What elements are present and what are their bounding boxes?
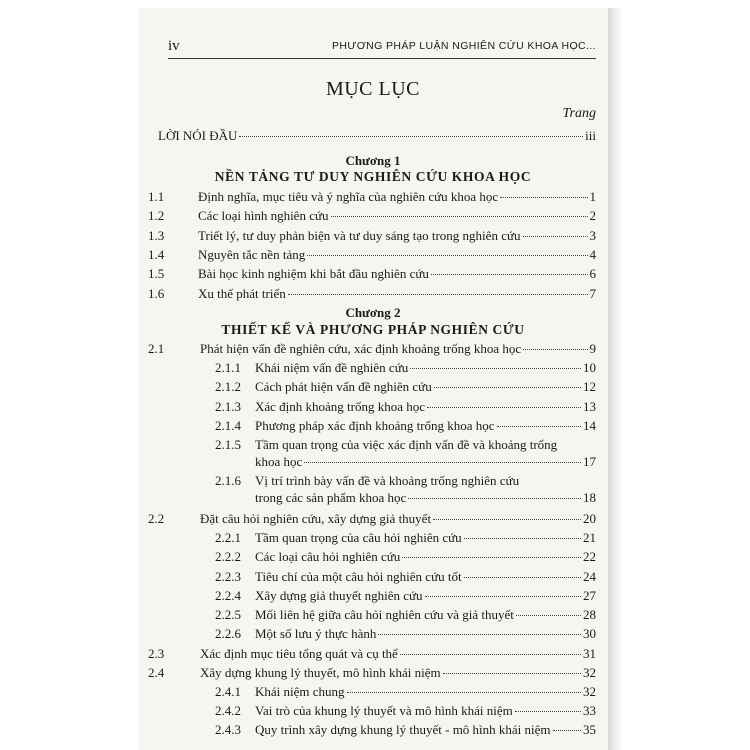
leader-dots [464,577,581,578]
entry-text-line2: trong các sản phẩm khoa học [255,490,407,505]
entry-text-line2: khoa học [255,454,303,469]
entry-page: 35 [583,722,596,737]
entry-text: Tầm quan trọng của câu hỏi nghiên cứu [255,530,462,545]
entry-text: Cách phát hiện vấn đề nghiên cứu [255,379,432,394]
chapter-1-label: Chương 1 [345,153,401,168]
toc-entry [255,454,596,472]
entry-page: 1 [589,189,596,204]
leader-dots [304,462,581,463]
entry-text: Mối liên hệ giữa câu hỏi nghiên cứu và giả thuyết [255,607,514,622]
toc-entry [255,490,596,508]
page-number: iv [168,38,180,54]
entry-number: 2.4 [148,665,165,680]
page-column-label: Trang [562,106,596,121]
toc-entry [148,646,596,664]
toc-entry [215,722,596,740]
entry-number: 2.2.2 [215,549,241,564]
entry-text-line1: Tầm quan trọng của việc xác định vấn đề và khoảng trống [255,437,558,452]
toc-entry [215,379,596,397]
leader-dots [331,216,588,217]
book-page [138,8,608,750]
entry-page: 18 [583,490,596,505]
entry-number: 2.2.3 [215,569,241,584]
entry-page: 6 [589,266,596,281]
entry-page: 32 [583,684,596,699]
entry-text: Một số lưu ý thực hành [255,626,377,641]
leader-dots [347,692,581,693]
entry-page: 24 [583,569,596,584]
chapter-1-title: NỀN TẢNG TƯ DUY NGHIÊN CỨU KHOA HỌC [214,169,532,184]
entry-text: Xác định khoảng trống khoa học [255,399,426,414]
entry-text: Các loại hình nghiên cứu [198,208,329,223]
toc-entry [215,360,596,378]
toc-entry [148,665,596,683]
leader-dots [515,711,581,712]
entry-number: 2.2.6 [215,626,241,641]
leader-dots [427,407,581,408]
entry-page: 27 [583,588,596,603]
toc-entry [215,569,596,587]
chapter-2-label: Chương 2 [345,305,401,320]
entry-text: Phát hiện vấn đề nghiên cứu, xác định khoảng trống khoa học [200,341,522,356]
entry-text: Bài học kinh nghiệm khi bắt đầu nghiên cứu [198,266,429,281]
entry-number: 2.1.5 [215,437,241,452]
leader-dots [239,136,583,137]
entry-page: 3 [589,228,596,243]
toc-entry [215,549,596,567]
leader-dots [500,197,587,198]
entry-number: 2.1 [148,341,165,356]
entry-number: 2.1.3 [215,399,241,414]
page-edge-shadow [608,8,622,750]
entry-text: Triết lý, tư duy phản biện và tư duy sáng tạo trong nghiên cứu [198,228,521,243]
entry-page: iii [585,128,596,143]
entry-number: 2.1.1 [215,360,241,375]
toc-entry [148,189,596,207]
leader-dots [464,538,581,539]
leader-dots [434,387,581,388]
toc-entry [148,266,596,284]
leader-dots [497,426,581,427]
entry-text: Xây dựng khung lý thuyết, mô hình khái niệm [200,665,441,680]
toc-entry [215,588,596,606]
toc-entry [148,208,596,226]
toc-entry [215,607,596,625]
leader-dots [410,368,581,369]
entry-text: Tiêu chí của một câu hỏi nghiên cứu tốt [255,569,462,584]
entry-page: 31 [583,646,596,661]
entry-number: 2.1.4 [215,418,241,433]
leader-dots [408,498,581,499]
running-title: PHƯƠNG PHÁP LUẬN NGHIÊN CỨU KHOA HỌC... [331,40,596,52]
entry-number: 1.4 [148,247,165,262]
entry-text: Các loại câu hỏi nghiên cứu [255,549,401,564]
entry-page: 12 [583,379,596,394]
toc-entry [148,511,596,529]
entry-text: Xây dựng giả thuyết nghiên cứu [255,588,423,603]
toc-entry-preface [158,128,596,146]
toc-entry [148,341,596,359]
entry-text: Phương pháp xác định khoảng trống khoa học [255,418,495,433]
leader-dots [402,557,581,558]
entry-page: 17 [583,454,596,469]
entry-number: 1.2 [148,208,165,223]
entry-page: 33 [583,703,596,718]
entry-page: 4 [589,247,596,262]
leader-dots [288,294,588,295]
entry-page: 32 [583,665,596,680]
toc-entry [148,228,596,246]
entry-number: 1.3 [148,228,165,243]
entry-page: 9 [589,341,596,356]
entry-text: Quy trình xây dựng khung lý thuyết - mô hình khái niệm [255,722,551,737]
entry-page: 14 [583,418,596,433]
entry-number: 2.2 [148,511,165,526]
toc-entry [215,530,596,548]
toc-entry [148,286,596,304]
leader-dots [431,274,588,275]
entry-text: Nguyên tắc nền tảng [198,247,306,262]
entry-text: Đặt câu hỏi nghiên cứu, xây dựng giả thuyết [200,511,432,526]
entry-text: Định nghĩa, mục tiêu và ý nghĩa của nghiên cứu khoa học [198,189,499,204]
entry-text: Khái niệm vấn đề nghiên cứu [255,360,409,375]
leader-dots [523,349,587,350]
entry-number: 2.1.6 [215,473,241,488]
toc-entry [215,703,596,721]
entry-number: 2.4.3 [215,722,241,737]
leader-dots [553,730,581,731]
entry-text-line1: Vị trí trình bày vấn đề và khoảng trống nghiên cứu [255,473,520,488]
entry-page: 7 [589,286,596,301]
entry-number: 2.4.2 [215,703,241,718]
entry-number: 2.4.1 [215,684,241,699]
entry-number: 2.2.5 [215,607,241,622]
chapter-2-title: THIẾT KẾ VÀ PHƯƠNG PHÁP NGHIÊN CỨU [221,322,525,337]
entry-number: 1.1 [148,189,165,204]
entry-page: 20 [583,511,596,526]
leader-dots [516,615,581,616]
leader-dots [433,519,581,520]
entry-text: Vai trò của khung lý thuyết và mô hình khái niệm [255,703,513,718]
entry-text: Xác định mục tiêu tổng quát và cụ thể [200,646,398,661]
leader-dots [400,654,581,655]
entry-page: 13 [583,399,596,414]
leader-dots [523,236,588,237]
entry-page: 28 [583,607,596,622]
toc-entry [215,626,596,644]
leader-dots [307,255,587,256]
toc-entry [148,247,596,265]
entry-page: 2 [589,208,596,223]
toc-entry [215,418,596,436]
entry-number: 2.2.1 [215,530,241,545]
entry-number: 2.3 [148,646,165,661]
entry-page: 21 [583,530,596,545]
toc-entry [215,399,596,417]
toc-title: MỤC LỤC [325,78,421,100]
leader-dots [378,634,581,635]
entry-page: 22 [583,549,596,564]
toc-entry [215,684,596,702]
leader-dots [443,673,581,674]
entry-page: 10 [583,360,596,375]
entry-number: 2.1.2 [215,379,241,394]
entry-page: 30 [583,626,596,641]
header-rule [168,58,596,59]
entry-text: Xu thế phát triển [198,286,286,301]
entry-number: 1.5 [148,266,165,281]
entry-text: LỜI NÓI ĐẦU [158,128,238,143]
entry-text: Khái niệm chung [255,684,345,699]
entry-number: 2.2.4 [215,588,241,603]
leader-dots [425,596,581,597]
entry-number: 1.6 [148,286,165,301]
